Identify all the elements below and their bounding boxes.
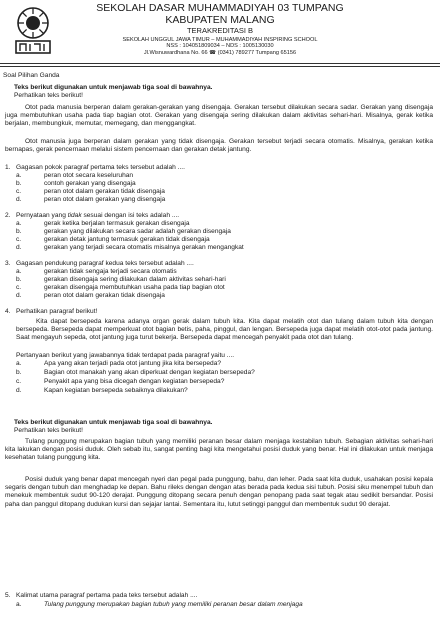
question-2-stem-emphasis: tidak: [67, 212, 82, 219]
header-divider-thin: [0, 66, 440, 67]
muhammadiyah-logo: [10, 5, 56, 55]
option-text: gerakan disengaja membutuhkan usaha pada tiap bagian otot: [44, 284, 225, 291]
letterhead-text: [60, 2, 380, 56]
text2-p2: Posisi duduk yang benar dapat mencegah nyeri dan pegal pada punggung, bahu, dan leher. Pada saat kita duduk, usahakan posisi kepala segaris dengan tubuh dan menghadap ke depan. Bahu rileks dengan dengan atas berada pada kedua sisi tubuh. Posisi siku menempel tubuh dan menekuk membentuk sudut 90-120 derajat. Punggung ditopang secara penuh dengan penopang pada saat tegak atau sedikit bersandar. Posisi paha dan panggul ditopang dudukan kursi dan sejajar lantai. Sementara itu, lutut setinggi panggul dan membentuk sudut 90 derajat.: [5, 476, 433, 508]
question-1-option-d[interactable]: [16, 196, 436, 204]
option-letter: d.: [16, 387, 22, 394]
option-letter: b.: [16, 228, 22, 235]
text2-paragraph-2: [5, 476, 433, 509]
text2-p1: Tulang punggung merupakan bagian tubuh yang memiliki peranan besar dalam menjaga kestabilan tubuh. Sebagian aktivitas sehari-hari kita lakukan dengan posisi duduk. Oleh sebab itu, sangat penting bagi kita mengetahui posisi duduk yang benar. Hal ini dilakukan untuk menjaga kesehatan tulang punggung kita.: [5, 438, 433, 462]
section-title: Soal Pilihan Ganda: [3, 72, 60, 79]
option-text: gerakan tidak sengaja terjadi secara otomatis: [44, 268, 177, 275]
header-divider-thick: [0, 63, 440, 64]
question-4-number: 4.: [5, 308, 11, 315]
question-2-option-b[interactable]: [16, 228, 436, 236]
question-3-stem: Gagasan pendukung paragraf kedua teks tersebut adalah ....: [16, 260, 194, 267]
question-1-number: 1.: [5, 164, 11, 171]
question-2-stem-end: sesuai dengan isi teks adalah ....: [81, 212, 180, 219]
question-2-option-d[interactable]: [16, 244, 436, 252]
question-3-option-c[interactable]: [16, 284, 436, 292]
option-letter: b.: [16, 276, 22, 283]
option-text: gerakan yang terjadi secara otomatis misalnya gerakan mengangkat: [44, 244, 244, 251]
option-letter: b.: [16, 369, 22, 376]
question-1-option-b[interactable]: [16, 180, 436, 188]
text2-paragraph-1: [5, 438, 433, 463]
option-letter: a.: [16, 220, 22, 227]
question-3-number: 3.: [5, 260, 11, 267]
question-3-option-b[interactable]: [16, 276, 436, 284]
option-text: peran otot dalam gerakan tidak disengaja: [44, 292, 165, 299]
question-4-paragraph: [16, 318, 433, 343]
option-letter: a.: [16, 360, 22, 367]
text1-paragraph-1: [5, 104, 433, 129]
option-text: contoh gerakan yang disengaja: [44, 180, 136, 187]
question-2-number: 2.: [5, 212, 11, 219]
option-text: gerak ketika berjalan termasuk gerakan disengaja: [44, 220, 190, 227]
text2-instruction: Teks berikut digunakan untuk menjawab tiga soal di bawahnya.: [14, 419, 213, 426]
question-2: [5, 212, 435, 220]
question-2-option-a[interactable]: [16, 220, 436, 228]
question-4-question-text: Pertanyaan berikut yang jawabannya tidak terdapat pada paragraf yaitu ....: [16, 352, 235, 359]
option-letter: c.: [16, 188, 22, 195]
question-3: [5, 260, 435, 268]
option-text: gerakan yang dilakukan secara sadar adalah gerakan disengaja: [44, 228, 231, 235]
question-5-stem: Kalimat utama paragraf pertama pada teks tersebut adalah ....: [16, 592, 198, 599]
option-letter: d.: [16, 196, 22, 203]
question-4-question: [16, 352, 436, 360]
option-text: gerakan disengaja sering dilakukan dalam aktivitas sehari-hari: [44, 276, 226, 283]
option-text: peran otot secara keseluruhan: [44, 172, 134, 179]
question-4-option-c[interactable]: [16, 378, 436, 386]
option-letter: b.: [16, 180, 22, 187]
question-2-stem-start: Pernyataan yang: [16, 212, 68, 219]
school-address: Jl.Wisnuwardhana No. 66 ☎ (0341) 789277 Tumpang 65156: [143, 49, 297, 56]
question-1-option-a[interactable]: [16, 172, 436, 180]
option-letter: c.: [16, 284, 22, 291]
option-letter: d.: [16, 244, 22, 251]
text1-p2: Otot manusia juga berperan dalam gerakan yang tidak disengaja. Gerakan tersebut terjadi secara otomatis. Misalnya, gerakan ketika bernapas, gerak pencernaan melalui sistem pencernaan dan gerakan detak jantung.: [5, 138, 433, 154]
option-text: Apa yang akan terjadi pada otot jantung jika kita bersepeda?: [44, 360, 222, 367]
option-text: peran otot dalam gerakan tidak disengaja: [44, 188, 165, 195]
option-letter: a.: [16, 601, 22, 608]
school-name: SEKOLAH DASAR MUHAMMADIYAH 03 TUMPANG: [96, 2, 344, 14]
option-letter: d.: [16, 292, 22, 299]
text1-p1: Otot pada manusia berperan dalam gerakan-gerakan yang disengaja. Gerakan tersebut dilakukan secara sadar. Gerakan yang disengaja juga membutuhkan usaha pada tiap bagian otot. Gerakan yang disengaja sering dilakukan dalam aktivitas sehari-hari. Misalnya, gerak ketika berjalan, membungkuk, memutar, memegang, dan menggangkat.: [5, 104, 433, 128]
question-5: [5, 592, 435, 600]
school-tagline: SEKOLAH UNGGUL JAWA TIMUR – MUHAMMADIYAH INSPIRING SCHOOL: [122, 36, 318, 43]
question-4-option-a[interactable]: [16, 360, 436, 368]
option-text: Tulang punggung merupakan bagian tubuh yang memiliki peranan besar dalam menjaga: [44, 601, 303, 608]
question-4-stem: Perhatikan paragraf berikut!: [16, 308, 98, 315]
question-1-option-c[interactable]: [16, 188, 436, 196]
option-letter: c.: [16, 378, 22, 385]
question-1-stem: Gagasan pokok paragraf pertama teks tersebut adalah ....: [16, 164, 185, 171]
option-text: Penyakit apa yang bisa dicegah dengan kegiatan bersepeda?: [44, 378, 225, 385]
text1-paragraph-2: [5, 138, 433, 154]
question-3-option-d[interactable]: [16, 292, 436, 300]
option-text: gerakan detak jantung termasuk gerakan tidak disengaja: [44, 236, 210, 243]
text2-prompt: Perhatikan teks berikut!: [14, 427, 83, 434]
option-text: Bagian otot manakah yang akan diperkuat dengan kegiatan bersepeda?: [44, 369, 255, 376]
question-3-option-a[interactable]: [16, 268, 436, 276]
question-4-option-d[interactable]: [16, 387, 436, 395]
accreditation: TERAKREDITASI B: [186, 26, 254, 36]
option-text: Kapan kegiatan bersepeda sebaiknya dilakukan?: [44, 387, 188, 394]
text1-prompt: Perhatikan teks berikut!: [14, 92, 83, 99]
question-1: [5, 164, 435, 172]
option-letter: a.: [16, 172, 22, 179]
question-4-passage: Kita dapat bersepeda karena adanya organ gerak dalam tubuh kita. Kita dapat melatih otot dan tulang dalam tubuh kita dengan bersepeda. Bersepeda dapat memperkuat otot bagian betis, paha, pinggul, dan lengan. Bersepeda juga dapat melatih otot-otot pada jantung. Saat mengayuh sepeda, otot jantung juga turut bekerja. Bersepeda dapat mencegah penyakit pada otot dan tulang.: [16, 318, 433, 342]
option-letter: c.: [16, 236, 22, 243]
letterhead: [0, 0, 440, 62]
text1-instruction: Teks berikut digunakan untuk menjawab tiga soal di bawahnya.: [14, 84, 213, 91]
question-4-option-b[interactable]: [16, 369, 436, 377]
school-ids: NSS : 104051809034 – NDS : 1005130030: [166, 43, 274, 50]
option-letter: a.: [16, 268, 22, 275]
question-2-option-c[interactable]: [16, 236, 436, 244]
question-5-number: 5.: [5, 592, 11, 599]
question-5-option-a[interactable]: [16, 601, 436, 609]
regency-name: KABUPATEN MALANG: [165, 14, 275, 27]
question-4: [5, 308, 435, 316]
option-text: peran otot dalam gerakan yang disengaja: [44, 196, 166, 203]
